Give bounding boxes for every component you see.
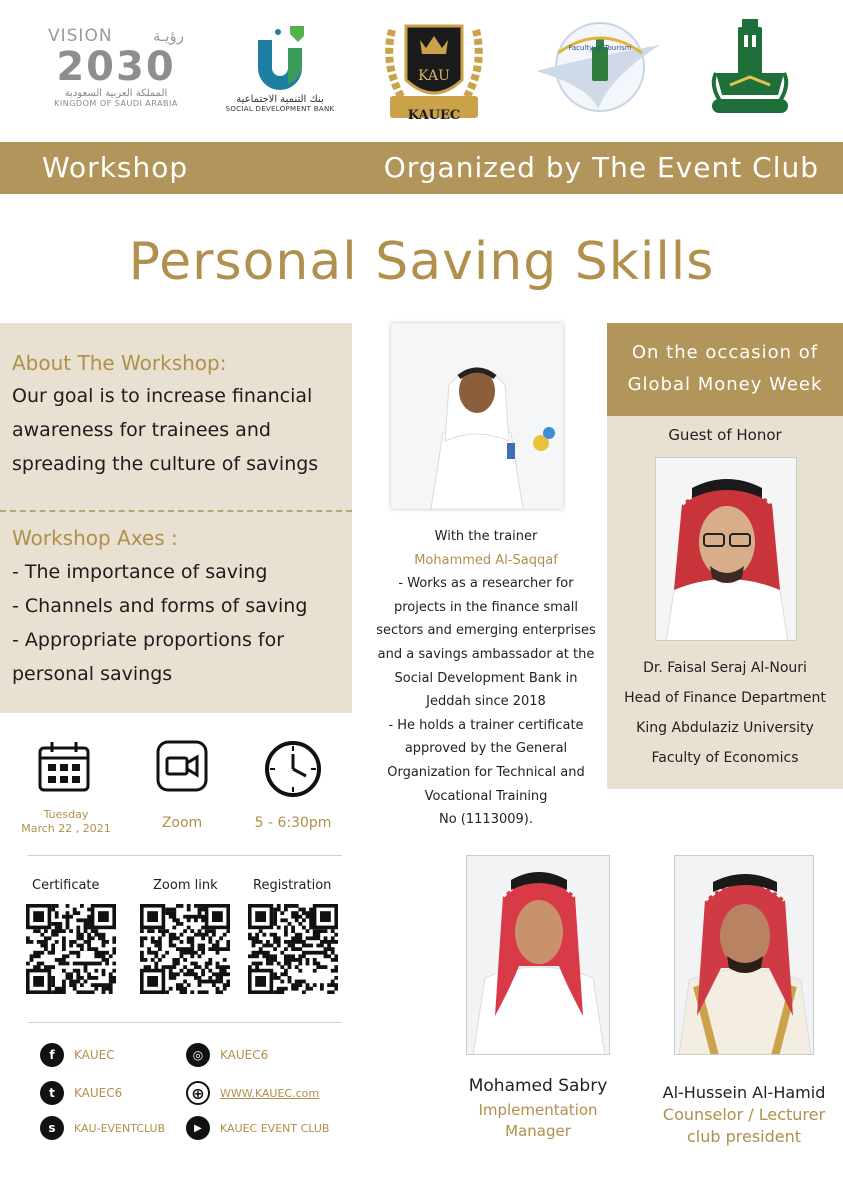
header-banner [0, 142, 843, 194]
registration-qr-label: Registration [253, 878, 332, 893]
member-name: Al-Hussein Al-Hamid [662, 1083, 826, 1102]
about-line: spreading the culture of savings [12, 453, 319, 475]
facebook-handle: KAUEC [74, 1048, 115, 1062]
youtube-channel: KAUEC EVENT CLUB [220, 1121, 330, 1135]
guest-title: Head of Finance Department [624, 690, 826, 706]
event-platform: Zoom [161, 815, 203, 831]
guest-photo [655, 457, 797, 641]
vision-2030-logo [48, 12, 184, 122]
kau-emblem-icon [706, 15, 794, 119]
trainer-photo [391, 323, 563, 509]
trainer-bio-line: - Works as a researcher for [398, 576, 574, 592]
occasion-line: Global Money Week [627, 374, 823, 395]
logo-strip [0, 0, 843, 140]
certificate-qr-label: Certificate [32, 878, 100, 893]
sdb-mark-icon [250, 22, 310, 94]
snapchat-link[interactable] [40, 1116, 165, 1140]
website-url: WWW.KAUEC.com [220, 1086, 320, 1100]
sdb-arabic: بنك التنمية الاجتماعية [236, 93, 324, 105]
tourism-text: Faculty of Tourism [568, 44, 632, 52]
banner-organizer-label: Organized by The Event Club [383, 151, 819, 184]
youtube-icon: ▶ [186, 1116, 210, 1140]
guest-faculty: Faculty of Economics [651, 750, 799, 766]
instagram-icon: ◎ [186, 1043, 210, 1067]
trainer-bio-line: projects in the finance small [393, 599, 578, 615]
tourism-emblem-icon [530, 17, 670, 117]
trainer-bio-line: - He holds a trainer certificate [388, 717, 584, 733]
twitter-handle: KAUEC6 [74, 1086, 123, 1100]
guest-name: Dr. Faisal Seraj Al-Nouri [643, 660, 807, 676]
globe-icon: ⊕ [186, 1081, 210, 1105]
sdb-english: SOCIAL DEVELOPMENT BANK [225, 104, 335, 113]
tourism-faculty-logo [530, 12, 670, 122]
member-alhamid [648, 1083, 840, 1146]
trainer-bio-line: Social Development Bank in [394, 670, 578, 686]
axes-list [12, 555, 348, 691]
guest-of-honor-panel [607, 323, 843, 789]
divider [28, 1022, 342, 1023]
member-role: Manager [505, 1122, 571, 1140]
member-role: Counselor / Lecturer [662, 1105, 826, 1124]
instagram-link[interactable] [186, 1043, 268, 1067]
trainer-bio-line: Vocational Training [424, 788, 548, 804]
event-date [14, 808, 118, 836]
trainer-bio-line: No (1113009). [439, 812, 533, 828]
about-heading: About The Workshop: [12, 351, 227, 375]
snapchat-handle: KAU-EVENTCLUB [74, 1121, 166, 1135]
axes-item: personal savings [12, 663, 173, 685]
kauec-inner-text: KAU [418, 68, 450, 84]
vision-numeral: 2030 [56, 44, 176, 90]
axes-item: - Channels and forms of saving [12, 595, 308, 617]
divider [28, 855, 342, 856]
member-role: Implementation [478, 1101, 598, 1119]
member-photo-alhamid [674, 855, 814, 1055]
member-name: Mohamed Sabry [468, 1076, 608, 1096]
twitter-link[interactable] [40, 1081, 122, 1105]
vision-english: KINGDOM OF SAUDI ARABIA [54, 99, 178, 108]
twitter-icon: t [40, 1081, 64, 1105]
trainer-bio-line: approved by the General [404, 741, 568, 757]
kau-university-logo [705, 12, 795, 122]
trainer-bio-line: Organization for Technical and [387, 764, 585, 780]
guest-university: King Abdulaziz University [636, 720, 814, 736]
registration-qr-code[interactable] [248, 904, 338, 994]
vision-arabic-sub: المملكة العربية السعودية [64, 88, 168, 99]
facebook-icon: f [40, 1043, 64, 1067]
trainer-bio-line: and a savings ambassador at the [377, 646, 595, 662]
kauec-ribbon-text: KAUEC [407, 108, 461, 123]
occasion-line: On the occasion of [631, 342, 819, 363]
trainer-bio-line: Jeddah since 2018 [426, 694, 546, 710]
section-divider [0, 510, 352, 512]
guest-label: Guest of Honor [668, 426, 782, 444]
website-link[interactable] [186, 1081, 319, 1105]
member-role: club president [686, 1127, 802, 1146]
member-sabry [448, 1076, 628, 1140]
trainer-intro: With the trainer [434, 529, 538, 544]
certificate-qr-code[interactable] [26, 904, 116, 994]
snapchat-icon: s [40, 1116, 64, 1140]
event-time: 5 - 6:30pm [254, 815, 332, 831]
trainer-bio-line: sectors and emerging enterprises [376, 623, 596, 639]
about-description [12, 379, 348, 481]
axes-item: - The importance of saving [12, 561, 268, 583]
about-line: awareness for trainees and [12, 419, 271, 441]
vision-title: VISION [48, 26, 113, 46]
instagram-handle: KAUEC6 [220, 1048, 269, 1062]
about-line: Our goal is to increase financial [12, 385, 313, 407]
facebook-link[interactable] [40, 1043, 115, 1067]
page-title: Personal Saving Skills [128, 232, 715, 292]
about-workshop-panel [0, 323, 352, 713]
vision-arabic: رؤيـة [152, 27, 184, 45]
axes-item: - Appropriate proportions for [12, 629, 285, 651]
occasion-header [607, 323, 843, 416]
banner-workshop-label: Workshop [42, 151, 189, 184]
event-day: Tuesday [43, 808, 89, 821]
event-date-value: March 22 , 2021 [21, 822, 111, 835]
trainer-bio [370, 525, 602, 832]
trainer-name: Mohammed Al-Saqqaf [414, 552, 558, 568]
zoom-link-qr-code[interactable] [140, 904, 230, 994]
axes-heading: Workshop Axes : [12, 526, 178, 550]
guest-details [607, 653, 843, 773]
member-photo-sabry [466, 855, 610, 1055]
youtube-link[interactable] [186, 1116, 329, 1140]
zoom-link-qr-label: Zoom link [153, 878, 218, 893]
kauec-logo [378, 10, 490, 128]
sdb-logo [222, 12, 338, 122]
